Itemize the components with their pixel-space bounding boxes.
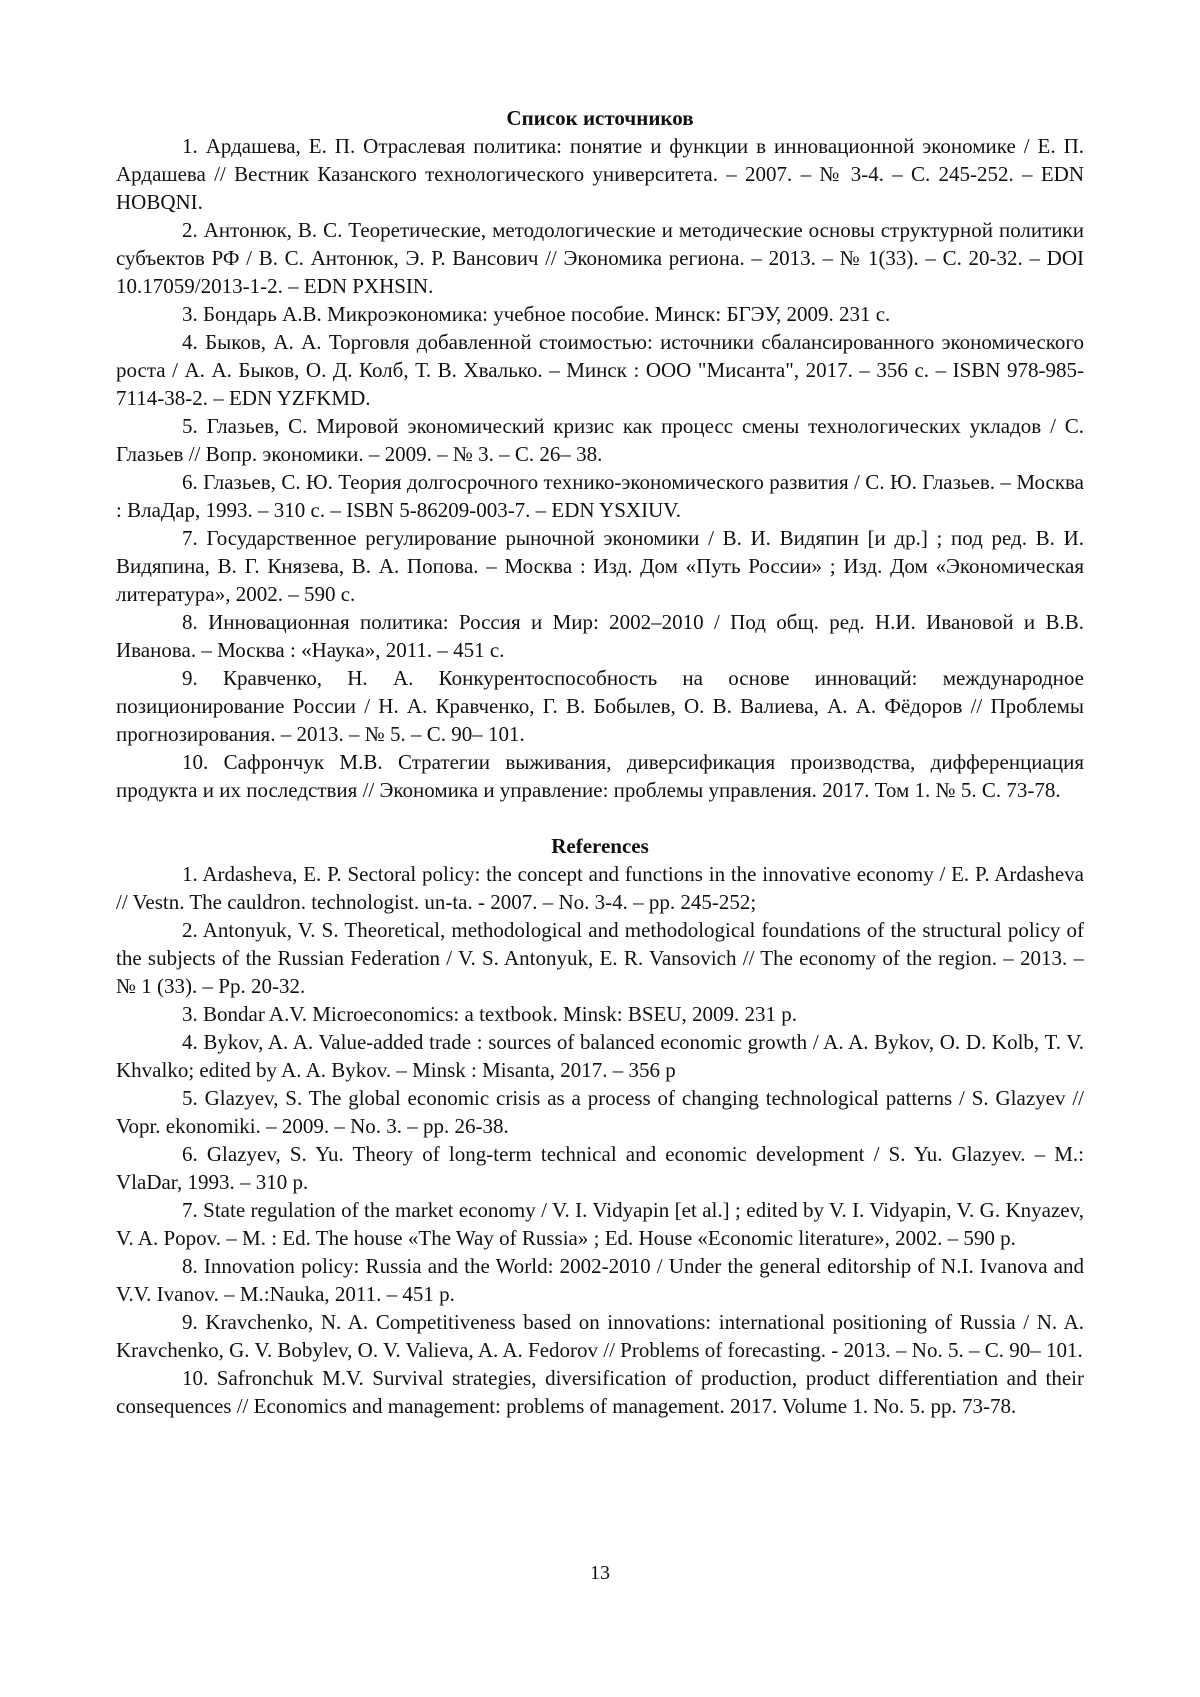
russian-section-title: Список источников [116, 104, 1084, 132]
reference-item: 3. Bondar A.V. Microeconomics: a textbook. Minsk: BSEU, 2009. 231 p. [116, 1000, 1084, 1028]
reference-item: 5. Glazyev, S. The global economic crisis as a process of changing technological patterns / S. Glazyev // Vopr. ekonomiki. – 2009. – No. 3. – pp. 26-38. [116, 1084, 1084, 1140]
reference-item: 6. Глазьев, С. Ю. Теория долгосрочного технико-экономического развития / С. Ю. Глазьев. – Москва : ВлаДар, 1993. – 310 с. – ISBN 5-86209-003-7. – EDN YSXIUV. [116, 468, 1084, 524]
reference-item: 7. Государственное регулирование рыночной экономики / В. И. Видяпин [и др.] ; под ред. В. И. Видяпина, В. Г. Князева, В. А. Попова. – Москва : Изд. Дом «Путь России» ; Изд. Дом «Экономическая литература», 2002. – 590 с. [116, 524, 1084, 608]
reference-item: 1. Ardasheva, E. P. Sectoral policy: the concept and functions in the innovative economy / E. P. Ardasheva // Vestn. The cauldron. technologist. un-ta. - 2007. – No. 3-4. – pp. 245-252; [116, 860, 1084, 916]
reference-item: 4. Bykov, A. A. Value-added trade : sources of balanced economic growth / A. A. Bykov, O. D. Kolb, T. V. Khvalko; edited by A. A. Bykov. – Minsk : Misanta, 2017. – 356 p [116, 1028, 1084, 1084]
reference-item: 10. Safronchuk M.V. Survival strategies, diversification of production, product differentiation and their consequences // Economics and management: problems of management. 2017. Volume 1. No. 5. pp. 73-78. [116, 1364, 1084, 1420]
page-number: 13 [0, 1560, 1200, 1586]
reference-item: 9. Kravchenko, N. A. Competitiveness based on innovations: international positioning of Russia / N. A. Kravchenko, G. V. Bobylev, O. V. Valieva, A. A. Fedorov // Problems of forecasting. - 2013. – No. 5. – C. 90– 101. [116, 1308, 1084, 1364]
russian-references-list [116, 132, 1084, 804]
reference-item: 7. State regulation of the market economy / V. I. Vidyapin [et al.] ; edited by V. I. Vidyapin, V. G. Knyazev, V. A. Popov. – M. : Ed. The house «The Way of Russia» ; Ed. House «Economic literature», 2002. – 590 p. [116, 1196, 1084, 1252]
reference-item: 4. Быков, А. А. Торговля добавленной стоимостью: источники сбалансированного экономического роста / А. А. Быков, О. Д. Колб, Т. В. Хвалько. – Минск : ООО "Мисанта", 2017. – 356 с. – ISBN 978-985-7114-38-2. – EDN YZFKMD. [116, 328, 1084, 412]
reference-item: 8. Innovation policy: Russia and the World: 2002-2010 / Under the general editorship of N.I. Ivanova and V.V. Ivanov. – M.:Nauka, 2011. – 451 p. [116, 1252, 1084, 1308]
reference-item: 3. Бондарь А.В. Микроэкономика: учебное пособие. Минск: БГЭУ, 2009. 231 с. [116, 300, 1084, 328]
reference-item: 2. Антонюк, В. С. Теоретические, методологические и методические основы структурной политики субъектов РФ / В. С. Антонюк, Э. Р. Вансович // Экономика региона. – 2013. – № 1(33). – С. 20-32. – DOI 10.17059/2013-1-2. – EDN PXHSIN. [116, 216, 1084, 300]
english-section-title: References [116, 832, 1084, 860]
reference-item: 1. Ардашева, Е. П. Отраслевая политика: понятие и функции в инновационной экономике / Е. П. Ардашева // Вестник Казанского технологического университета. – 2007. – № 3-4. – С. 245-252. – EDN HOBQNI. [116, 132, 1084, 216]
english-references-section [116, 832, 1084, 1420]
reference-item: 10. Сафрончук М.В. Стратегии выживания, диверсификация производства, дифференциация продукта и их последствия // Экономика и управление: проблемы управления. 2017. Том 1. № 5. С. 73-78. [116, 748, 1084, 804]
document-page [116, 104, 1084, 1420]
reference-item: 5. Глазьев, С. Мировой экономический кризис как процесс смены технологических укладов / С. Глазьев // Вопр. экономики. – 2009. – № 3. – С. 26– 38. [116, 412, 1084, 468]
russian-references-section [116, 104, 1084, 804]
reference-item: 9. Кравченко, Н. А. Конкурентоспособность на основе инноваций: международное позиционирование России / Н. А. Кравченко, Г. В. Бобылев, О. В. Валиева, А. А. Фёдоров // Проблемы прогнозирования. – 2013. – № 5. – С. 90– 101. [116, 664, 1084, 748]
reference-item: 2. Antonyuk, V. S. Theoretical, methodological and methodological foundations of the structural policy of the subjects of the Russian Federation / V. S. Antonyuk, E. R. Vansovich // The economy of the region. – 2013. – № 1 (33). – Pp. 20-32. [116, 916, 1084, 1000]
reference-item: 6. Glazyev, S. Yu. Theory of long-term technical and economic development / S. Yu. Glazyev. – M.: VlaDar, 1993. – 310 p. [116, 1140, 1084, 1196]
reference-item: 8. Инновационная политика: Россия и Мир: 2002–2010 / Под общ. ред. Н.И. Ивановой и В.В. Иванова. – Москва : «Наука», 2011. – 451 с. [116, 608, 1084, 664]
english-references-list [116, 860, 1084, 1420]
